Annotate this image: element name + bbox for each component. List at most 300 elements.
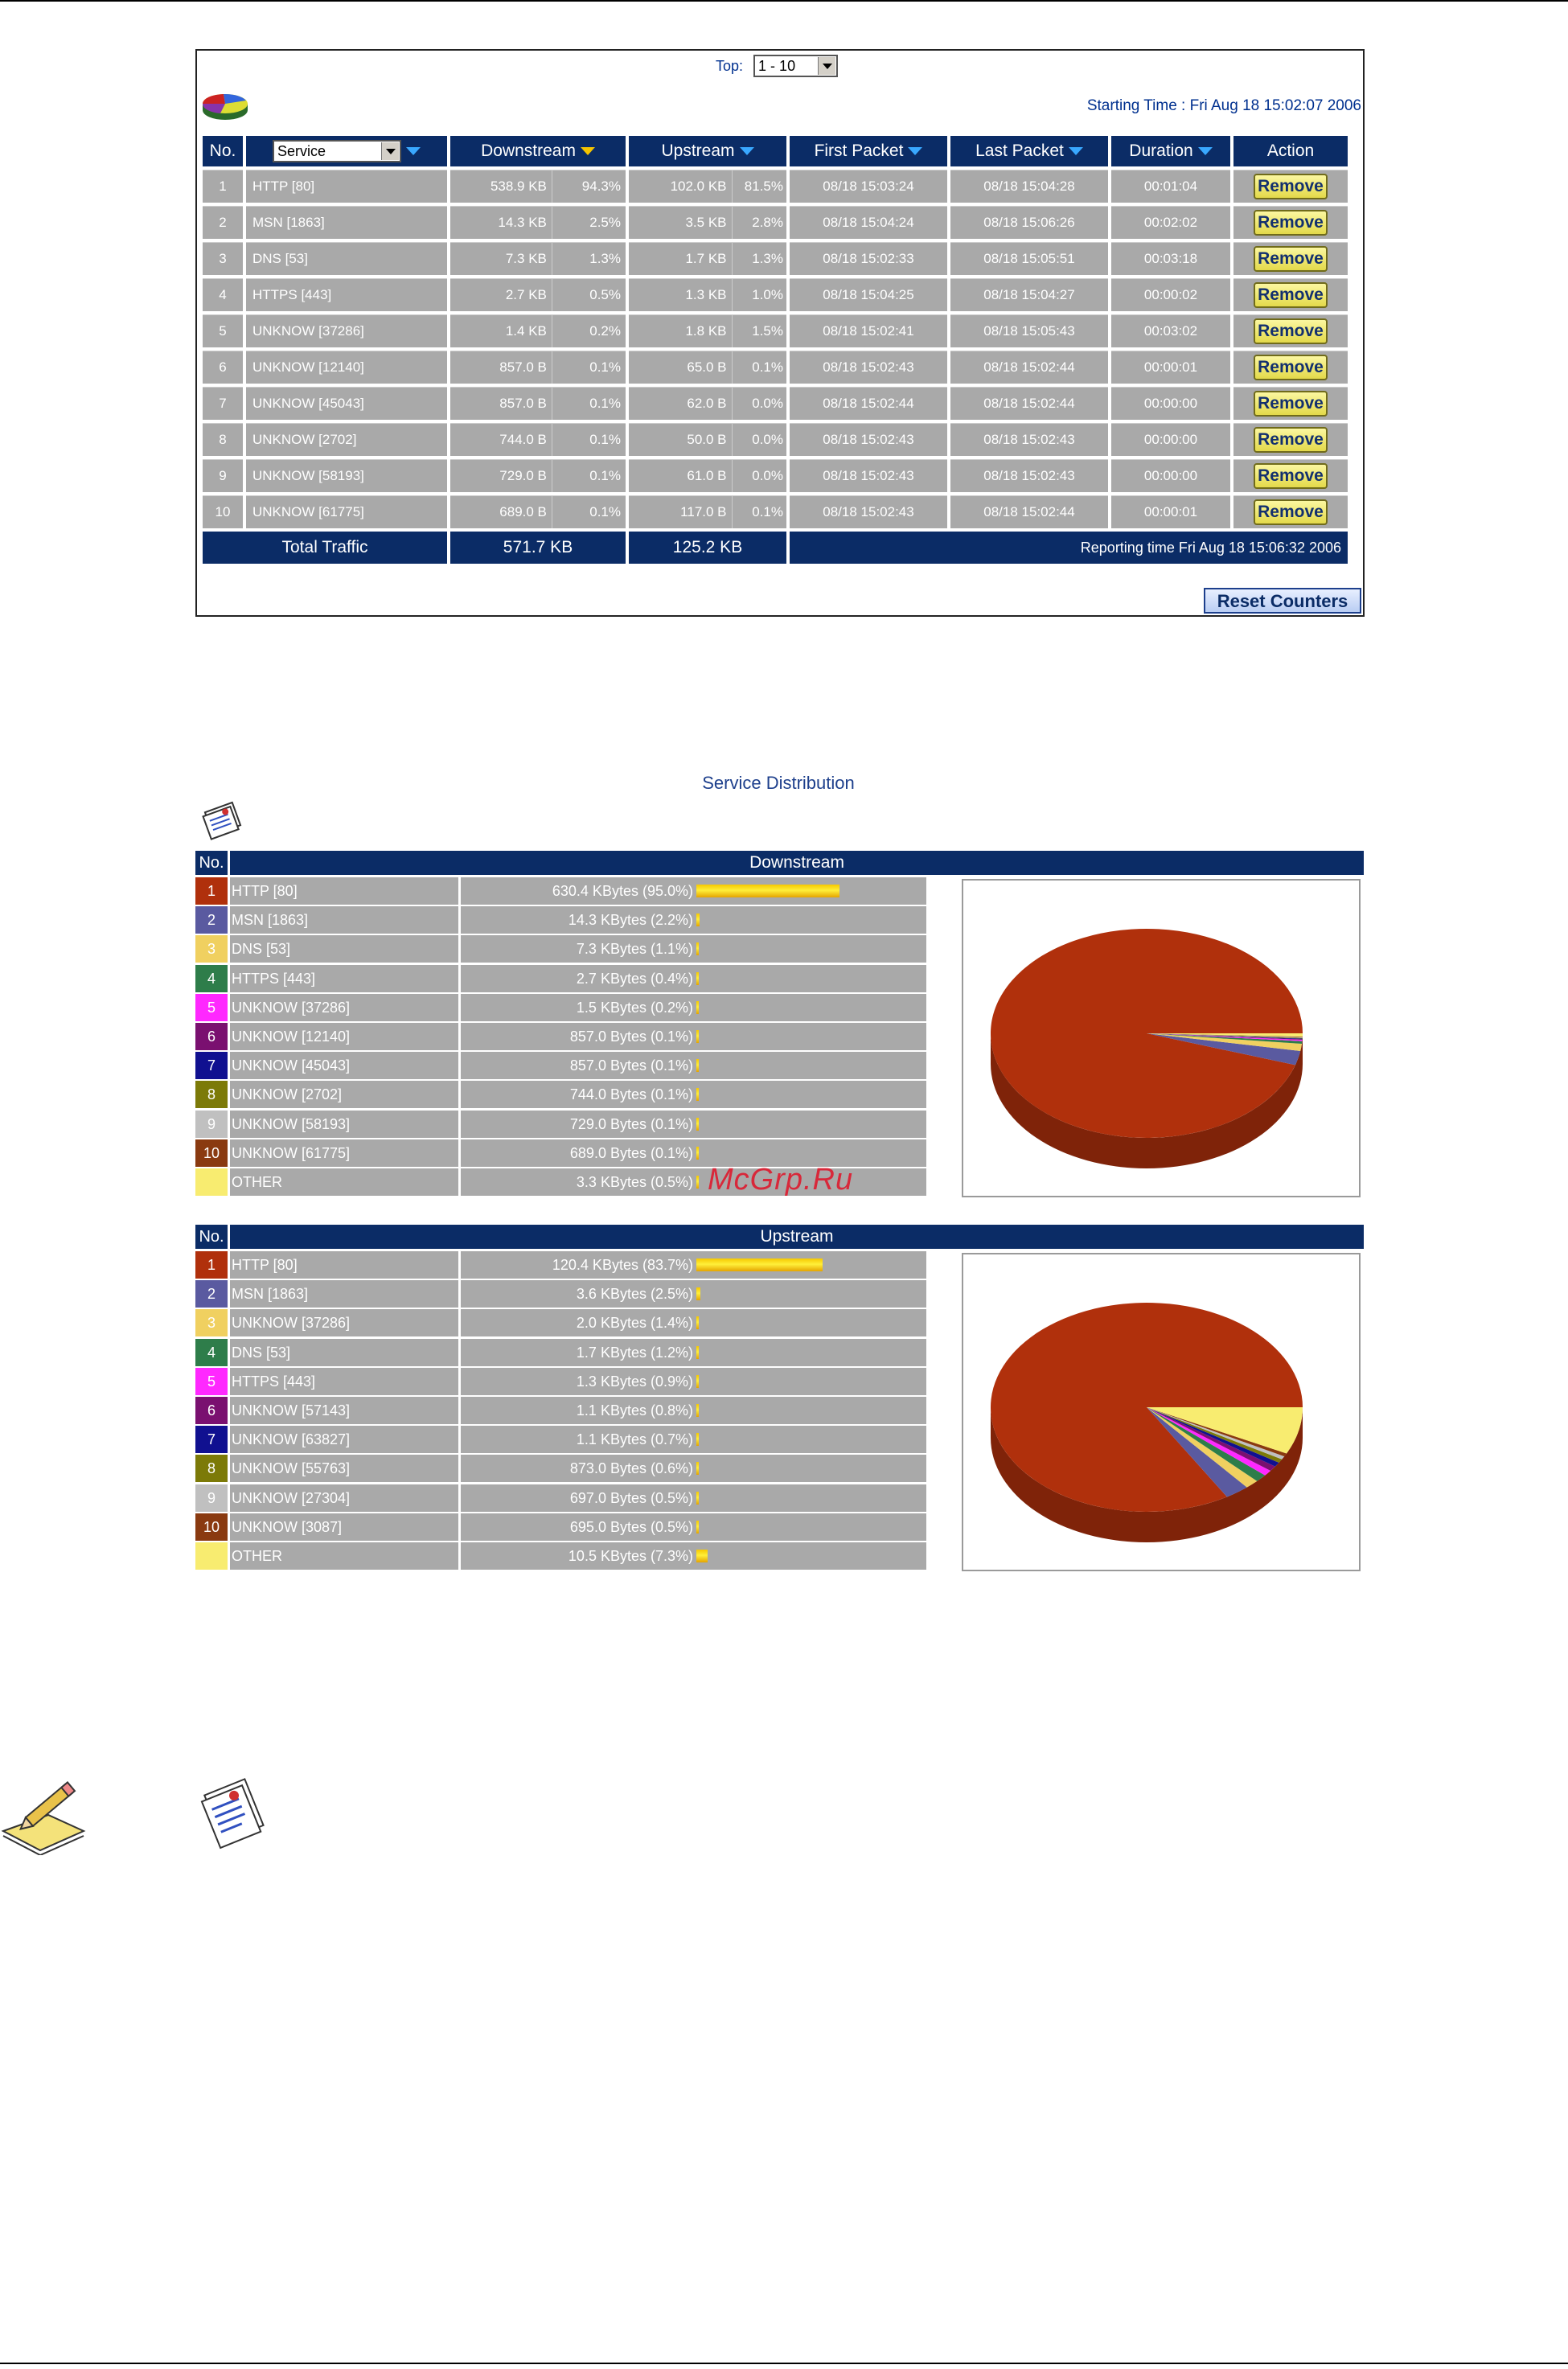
upstream-cell [629,423,786,456]
upstream-cell [629,278,786,311]
list-item [195,1023,959,1050]
table-row [203,242,1348,275]
list-item [195,1455,959,1482]
action-cell [1233,242,1348,275]
rank-badge: 9 [195,1484,228,1512]
upstream-header: Upstream [230,1225,1364,1249]
duration: 00:03:18 [1111,242,1230,275]
upstream-percent: 0.1% [732,351,786,384]
amount-bar [696,1059,699,1072]
amount-bar [696,1492,699,1505]
action-cell [1233,495,1348,528]
table-row [203,387,1348,420]
list-item [195,1397,959,1424]
amount-bar [696,1118,699,1131]
remove-button[interactable]: Remove [1254,355,1328,380]
remove-button[interactable]: Remove [1254,463,1328,489]
bottom-rule [0,2363,1568,2364]
upstream-cell [629,351,786,384]
amount-text: 744.0 Bytes (0.1%) [569,1086,693,1103]
row-number: 6 [203,351,243,384]
upstream-cell [629,314,786,347]
amount-cell [461,1426,926,1453]
amount-cell [461,1111,926,1138]
watermark: McGrp.Ru [708,1163,854,1197]
rank-badge: 4 [195,1339,228,1366]
amount-cell [461,1309,926,1336]
col-downstream[interactable] [450,136,626,166]
service-name: UNKNOW [45043] [230,1052,458,1079]
last-packet: 08/18 15:02:43 [950,423,1108,456]
downstream-cell [450,459,626,492]
first-packet: 08/18 15:03:24 [790,170,947,203]
upstream-value: 1.8 KB [685,323,727,339]
amount-text: 873.0 Bytes (0.6%) [569,1460,693,1477]
duration: 00:03:02 [1111,314,1230,347]
service-name: OTHER [230,1168,458,1196]
sort-arrow-icon[interactable] [1069,147,1083,155]
downstream-percent: 0.1% [552,424,626,456]
table-row [203,351,1348,384]
traffic-table-body [203,170,1348,528]
amount-text: 1.5 KBytes (0.2%) [576,999,693,1016]
service-name: UNKNOW [2702] [246,423,447,456]
amount-bar [696,972,699,985]
downstream-cell [450,278,626,311]
upstream-header-bar [195,1225,1364,1249]
upstream-cell [629,242,786,275]
amount-bar [696,1088,699,1101]
total-traffic-row [203,532,1348,564]
service-name: UNKNOW [12140] [230,1023,458,1050]
service-name: UNKNOW [37286] [230,994,458,1021]
traffic-table [199,133,1351,567]
reset-counters-button[interactable]: Reset Counters [1204,588,1361,614]
last-packet: 08/18 15:06:26 [950,206,1108,239]
first-packet: 08/18 15:02:43 [790,351,947,384]
upstream-value: 65.0 B [687,359,727,375]
upstream-percent: 2.8% [732,207,786,239]
downstream-cell [450,351,626,384]
upstream-cell [629,206,786,239]
first-packet: 08/18 15:02:44 [790,387,947,420]
amount-cell [461,994,926,1021]
service-name: HTTPS [443] [246,278,447,311]
action-cell [1233,314,1348,347]
service-name: HTTP [80] [246,170,447,203]
downstream-percent: 1.3% [552,243,626,275]
sort-arrow-icon[interactable] [908,147,922,155]
list-item [195,1339,959,1366]
table-row [203,278,1348,311]
col-first-packet[interactable] [790,136,947,166]
action-cell [1233,459,1348,492]
upstream-pie-chart [962,1253,1361,1571]
downstream-pie-chart [962,879,1361,1197]
amount-cell [461,1081,926,1108]
last-packet: 08/18 15:05:51 [950,242,1108,275]
table-row [203,314,1348,347]
rank-badge: 3 [195,935,228,963]
amount-cell [461,906,926,934]
rank-badge: 9 [195,1111,228,1138]
first-packet: 08/18 15:02:33 [790,242,947,275]
duration-header-label: Duration [1129,142,1193,160]
service-name: UNKNOW [37286] [246,314,447,347]
duration: 00:00:00 [1111,423,1230,456]
upstream-percent: 81.5% [732,170,786,203]
downstream-percent: 0.1% [552,351,626,384]
amount-text: 3.6 KBytes (2.5%) [576,1286,693,1303]
row-number: 1 [203,170,243,203]
duration: 00:01:04 [1111,170,1230,203]
amount-bar [696,1375,699,1388]
table-row [203,423,1348,456]
service-name: HTTPS [443] [230,965,458,992]
reporting-time: Reporting time Fri Aug 18 15:06:32 2006 [790,532,1348,564]
duration: 00:00:01 [1111,495,1230,528]
amount-cell [461,1251,926,1279]
first-packet: 08/18 15:02:43 [790,459,947,492]
amount-bar [696,1521,699,1533]
row-number: 10 [203,495,243,528]
upstream-percent: 1.5% [732,315,786,347]
service-name: UNKNOW [61775] [230,1139,458,1167]
duration: 00:02:02 [1111,206,1230,239]
downstream-percent: 0.1% [552,496,626,528]
col-service[interactable] [246,136,447,166]
duration: 00:00:02 [1111,278,1230,311]
downstream-cell [450,170,626,203]
service-name: UNKNOW [27304] [230,1484,458,1512]
amount-cell [461,1397,926,1424]
first-packet: 08/18 15:02:41 [790,314,947,347]
rank-badge: 1 [195,1251,228,1279]
amount-text: 2.7 KBytes (0.4%) [576,970,693,987]
list-item [195,1111,959,1138]
last-packet-header-label: Last Packet [975,142,1064,160]
total-traffic-label: Total Traffic [203,532,447,564]
downstream-value: 538.9 KB [490,179,547,194]
downstream-value: 2.7 KB [505,287,547,302]
upstream-value: 61.0 B [687,468,727,483]
action-cell [1233,387,1348,420]
rank-badge: 2 [195,1280,228,1308]
last-packet: 08/18 15:02:44 [950,495,1108,528]
upstream-percent: 0.0% [732,388,786,420]
amount-text: 14.3 KBytes (2.2%) [568,912,693,929]
sort-arrow-icon[interactable] [740,147,754,155]
row-number: 2 [203,206,243,239]
amount-cell [461,965,926,992]
service-name: UNKNOW [45043] [246,387,447,420]
remove-button[interactable]: Remove [1254,427,1328,453]
upstream-percent: 0.0% [732,424,786,456]
downstream-header: Downstream [230,851,1364,875]
col-no: No. [203,136,243,166]
sort-arrow-icon[interactable] [406,147,421,155]
list-item [195,1426,959,1453]
downstream-value: 14.3 KB [498,215,547,230]
list-item [195,906,959,934]
no-header: No. [195,851,228,875]
service-distribution-title: Service Distribution [702,773,855,793]
table-row [203,170,1348,203]
upstream-value: 3.5 KB [685,215,727,230]
list-item [195,994,959,1021]
traffic-statistics-panel [195,49,1365,617]
list-item [195,1081,959,1108]
amount-cell [461,1455,926,1482]
amount-text: 857.0 Bytes (0.1%) [569,1057,693,1074]
service-name: HTTP [80] [230,877,458,905]
remove-button[interactable]: Remove [1254,318,1328,344]
first-packet: 08/18 15:04:25 [790,278,947,311]
amount-bar [696,1316,699,1329]
amount-cell [461,1484,926,1512]
amount-bar [696,1550,708,1562]
duration: 00:00:00 [1111,459,1230,492]
downstream-cell [450,387,626,420]
first-packet-header-label: First Packet [814,142,904,160]
downstream-percent: 0.5% [552,279,626,311]
amount-bar [696,1258,823,1271]
upstream-header-label: Upstream [661,142,735,160]
downstream-value: 1.4 KB [505,323,547,339]
amount-cell [461,1513,926,1541]
service-select-value: Service [277,143,326,159]
downstream-header-label: Downstream [481,142,576,160]
amount-cell [461,935,926,963]
service-name: MSN [1863] [230,1280,458,1308]
downstream-percent: 0.1% [552,388,626,420]
upstream-value: 62.0 B [687,396,727,411]
downstream-percent: 2.5% [552,207,626,239]
downstream-percent: 0.1% [552,460,626,492]
rank-badge: 3 [195,1309,228,1336]
list-item [195,935,959,963]
upstream-value: 50.0 B [687,432,727,447]
upstream-value: 1.7 KB [685,251,727,266]
amount-text: 1.1 KBytes (0.8%) [576,1402,693,1419]
last-packet: 08/18 15:02:44 [950,351,1108,384]
remove-button[interactable]: Remove [1254,391,1328,417]
list-item [195,1542,959,1570]
amount-cell [461,1542,926,1570]
downstream-cell [450,314,626,347]
upstream-percent: 1.0% [732,279,786,311]
service-name: HTTPS [443] [230,1368,458,1395]
amount-text: 1.1 KBytes (0.7%) [576,1431,693,1448]
total-upstream: 125.2 KB [629,532,786,564]
upstream-cell [629,170,786,203]
list-item [195,877,959,905]
amount-cell [461,1280,926,1308]
rank-badge: 10 [195,1139,228,1167]
first-packet: 08/18 15:04:24 [790,206,947,239]
duration: 00:00:01 [1111,351,1230,384]
downstream-cell [450,242,626,275]
downstream-cell [450,423,626,456]
upstream-value: 117.0 B [680,504,727,519]
row-number: 9 [203,459,243,492]
top-select-value: 1 - 10 [758,58,796,74]
action-cell [1233,206,1348,239]
amount-text: 10.5 KBytes (7.3%) [568,1548,693,1564]
table-row [203,459,1348,492]
rank-badge: 8 [195,1455,228,1482]
amount-text: 3.3 KBytes (0.5%) [576,1174,693,1190]
list-item [195,1280,959,1308]
row-number: 5 [203,314,243,347]
total-downstream: 571.7 KB [450,532,626,564]
chevron-down-icon[interactable] [818,57,835,75]
upstream-cell [629,459,786,492]
top-select[interactable] [753,55,838,77]
downstream-header-bar [195,851,1364,875]
document-icon [198,800,249,842]
amount-bar [696,885,839,897]
service-name: UNKNOW [63827] [230,1426,458,1453]
last-packet: 08/18 15:02:44 [950,387,1108,420]
sort-arrow-icon[interactable] [1198,147,1213,155]
service-name: UNKNOW [2702] [230,1081,458,1108]
amount-text: 1.7 KBytes (1.2%) [576,1344,693,1361]
remove-button[interactable]: Remove [1254,174,1328,199]
col-last-packet[interactable] [950,136,1108,166]
amount-text: 2.0 KBytes (1.4%) [576,1315,693,1332]
rank-badge: 8 [195,1081,228,1108]
amount-text: 1.3 KBytes (0.9%) [576,1373,693,1390]
amount-bar [696,1346,699,1359]
remove-button[interactable]: Remove [1254,210,1328,236]
amount-bar [696,1147,699,1160]
upstream-value: 1.3 KB [685,287,727,302]
downstream-value: 744.0 B [499,432,547,447]
list-item [195,1368,959,1395]
downstream-value: 7.3 KB [505,251,547,266]
last-packet: 08/18 15:04:28 [950,170,1108,203]
duration: 00:00:00 [1111,387,1230,420]
amount-cell [461,877,926,905]
amount-bar [696,942,699,955]
amount-cell [461,1339,926,1366]
service-name: UNKNOW [12140] [246,351,447,384]
row-number: 4 [203,278,243,311]
downstream-value: 729.0 B [499,468,547,483]
table-row [203,206,1348,239]
rank-badge: 6 [195,1023,228,1050]
action-cell [1233,170,1348,203]
upstream-percent: 0.0% [732,460,786,492]
amount-text: 695.0 Bytes (0.5%) [569,1518,693,1535]
service-name: MSN [1863] [230,906,458,934]
rank-badge [195,1168,228,1196]
service-name: UNKNOW [37286] [230,1309,458,1336]
last-packet: 08/18 15:05:43 [950,314,1108,347]
service-name: UNKNOW [61775] [246,495,447,528]
table-row [203,495,1348,528]
downstream-value: 689.0 B [499,504,547,519]
remove-button[interactable]: Remove [1254,246,1328,272]
rank-badge: 7 [195,1426,228,1453]
amount-text: 697.0 Bytes (0.5%) [569,1489,693,1506]
top-rule [0,0,1568,2]
amount-bar [696,1462,699,1475]
action-cell [1233,351,1348,384]
first-packet: 08/18 15:02:43 [790,495,947,528]
amount-text: 120.4 KBytes (83.7%) [552,1257,693,1273]
pie-slice [991,929,1303,1138]
row-number: 8 [203,423,243,456]
rank-badge: 7 [195,1052,228,1079]
list-item [195,1309,959,1336]
amount-bar [696,914,700,926]
downstream-cell [450,206,626,239]
service-name: UNKNOW [58193] [246,459,447,492]
rank-badge: 1 [195,877,228,905]
amount-cell [461,1023,926,1050]
list-item [195,1484,959,1512]
pencil-note-icon [0,1775,87,1855]
action-cell [1233,278,1348,311]
rank-badge: 10 [195,1513,228,1541]
downstream-percent: 0.2% [552,315,626,347]
remove-button[interactable]: Remove [1254,282,1328,308]
service-name: UNKNOW [3087] [230,1513,458,1541]
top-selector [716,55,838,77]
service-name: UNKNOW [57143] [230,1397,458,1424]
service-name: UNKNOW [58193] [230,1111,458,1138]
service-name: DNS [53] [230,1339,458,1366]
list-item [195,1251,959,1279]
amount-text: 729.0 Bytes (0.1%) [569,1115,693,1132]
service-name: DNS [53] [246,242,447,275]
chevron-down-icon[interactable] [381,142,399,160]
service-select[interactable] [273,140,401,162]
amount-bar [696,1404,699,1417]
amount-text: 630.4 KBytes (95.0%) [552,883,693,899]
sort-arrow-icon[interactable] [581,147,595,155]
service-name: MSN [1863] [246,206,447,239]
downstream-pie-svg [978,905,1348,1178]
row-number: 3 [203,242,243,275]
last-packet: 08/18 15:04:27 [950,278,1108,311]
downstream-value: 857.0 B [499,359,547,375]
downstream-percent: 94.3% [552,170,626,203]
upstream-cell [629,387,786,420]
action-cell [1233,423,1348,456]
col-upstream[interactable] [629,136,786,166]
upstream-pie-svg [978,1279,1348,1552]
rank-badge: 4 [195,965,228,992]
amount-cell [461,1139,926,1167]
upstream-percent: 0.1% [732,496,786,528]
rank-badge [195,1542,228,1570]
remove-button[interactable]: Remove [1254,499,1328,525]
first-packet: 08/18 15:02:43 [790,423,947,456]
top-label: Top: [716,57,744,74]
rank-badge: 2 [195,906,228,934]
list-item [195,965,959,992]
col-duration[interactable] [1111,136,1230,166]
service-name: HTTP [80] [230,1251,458,1279]
amount-text: 857.0 Bytes (0.1%) [569,1028,693,1045]
amount-bar [696,1287,700,1300]
downstream-value: 857.0 B [499,396,547,411]
notes-icon [193,1775,273,1855]
rank-badge: 5 [195,1368,228,1395]
